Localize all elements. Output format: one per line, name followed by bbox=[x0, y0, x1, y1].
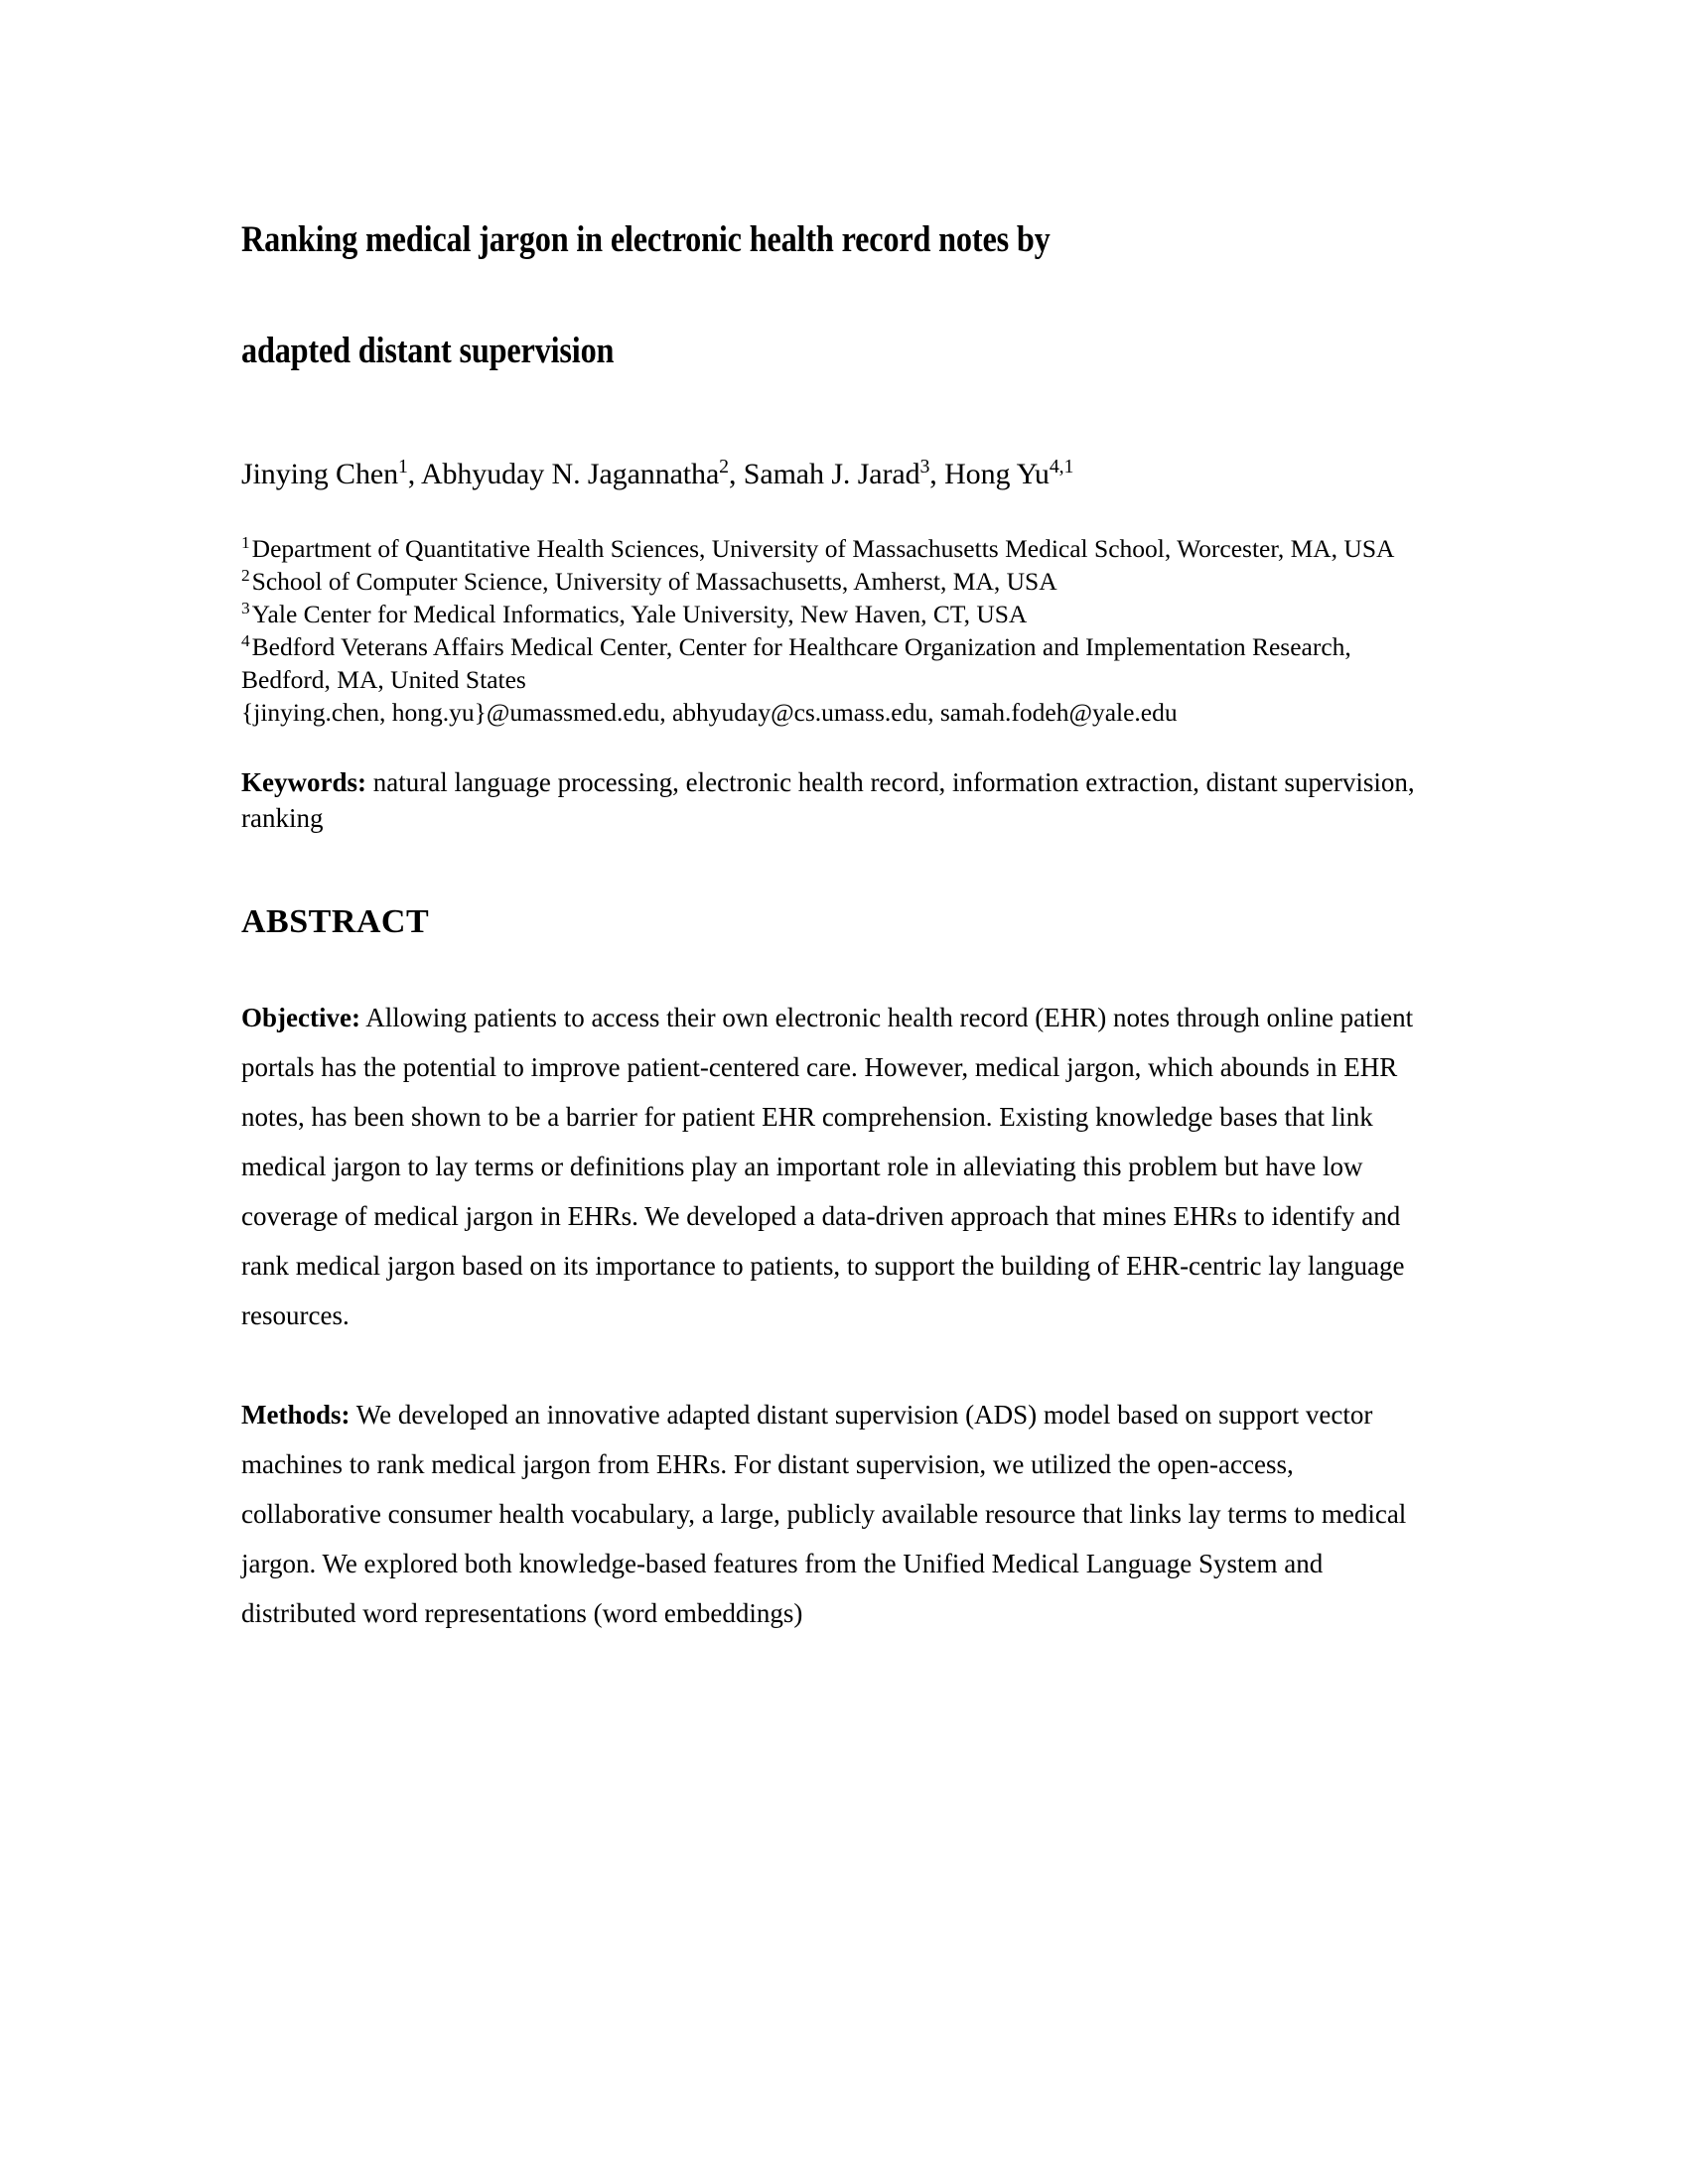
author-name: Abhyuday N. Jagannatha bbox=[420, 458, 720, 490]
abstract-paragraph-objective bbox=[241, 993, 1423, 1340]
affiliation-item bbox=[241, 630, 1423, 696]
abstract-heading: ABSTRACT bbox=[241, 903, 430, 940]
abstract-body bbox=[241, 993, 1423, 1638]
author-name: Jinying Chen bbox=[241, 458, 398, 490]
affiliation-marker: 3 bbox=[241, 598, 250, 617]
paper-title bbox=[241, 185, 1423, 407]
affiliation-block bbox=[241, 532, 1423, 729]
contact-emails: {jinying.chen, hong.yu}@umassmed.edu, abhyuday@cs.umass.edu, samah.fodeh@yale.edu bbox=[241, 698, 1178, 727]
keywords-text: natural language processing, electronic health record, information extraction, distant supervision, ranking bbox=[241, 767, 1415, 833]
affiliation-marker: 1 bbox=[241, 532, 250, 552]
author-affil-marker: 3 bbox=[919, 456, 930, 478]
paragraph-label: Objective: bbox=[241, 1003, 360, 1032]
author-affil-marker: 1 bbox=[397, 456, 408, 478]
affiliation-item bbox=[241, 532, 1423, 565]
affiliation-text: Bedford Veterans Affairs Medical Center, Center for Healthcare Organization and Implementation Research, Bedford, MA, United States bbox=[241, 632, 1351, 694]
paragraph-label: Methods: bbox=[241, 1400, 351, 1430]
author-list: Jinying Chen$^1$, Abhyuday N. Jagannatha$^2$, Samah J. Jarad$^3$, Hong Yu$^{4,1}$ bbox=[241, 456, 1074, 490]
affiliation-item bbox=[241, 565, 1423, 598]
paragraph-text: We developed an innovative adapted distant supervision (ADS) model based on support vector machines to rank medical jargon from EHRs. For distant supervision, we utilized the open-access, collaborative consumer health vocabulary, a large, publicly available resource that links lay terms to medical jargon. We explored both knowledge-based features from the Unified Medical Language System and distributed word representations (word embeddings) bbox=[241, 1400, 1407, 1628]
keywords-block bbox=[241, 764, 1423, 836]
keywords-label: Keywords: bbox=[241, 767, 366, 797]
affiliation-text: Department of Quantitative Health Sciences, University of Massachusetts Medical School, Worcester, MA, USA bbox=[251, 534, 1395, 563]
affiliation-text: School of Computer Science, University of Massachusetts, Amherst, MA, USA bbox=[251, 567, 1057, 596]
affiliation-marker: 4 bbox=[241, 630, 250, 650]
author-name: Samah J. Jarad bbox=[743, 458, 920, 490]
author-name: Hong Yu bbox=[944, 458, 1050, 490]
affiliation-item bbox=[241, 598, 1423, 630]
title-line-1: Ranking medical jargon in electronic health record notes by bbox=[241, 219, 1051, 260]
abstract-paragraph-methods bbox=[241, 1390, 1423, 1638]
author-affil-marker: 4,1 bbox=[1049, 456, 1074, 478]
affiliation-text: Yale Center for Medical Informatics, Yale University, New Haven, CT, USA bbox=[251, 600, 1028, 628]
title-line-2: adapted distant supervision bbox=[241, 331, 615, 371]
affiliation-marker: 2 bbox=[241, 565, 250, 585]
author-affil-marker: 2 bbox=[719, 456, 729, 478]
paragraph-text: Allowing patients to access their own electronic health record (EHR) notes through online patient portals has the potential to improve patient-centered care. However, medical jargon, which abounds in EHR notes, has been shown to be a barrier for patient EHR comprehension. Existing knowledge bases that link medical jargon to lay terms or definitions play an important role in alleviating this problem but have low coverage of medical jargon in EHRs. We developed a data-driven approach that mines EHRs to identify and rank medical jargon based on its importance to patients, to support the building of EHR-centric lay language resources. bbox=[241, 1003, 1414, 1330]
document-content bbox=[241, 185, 1423, 1638]
